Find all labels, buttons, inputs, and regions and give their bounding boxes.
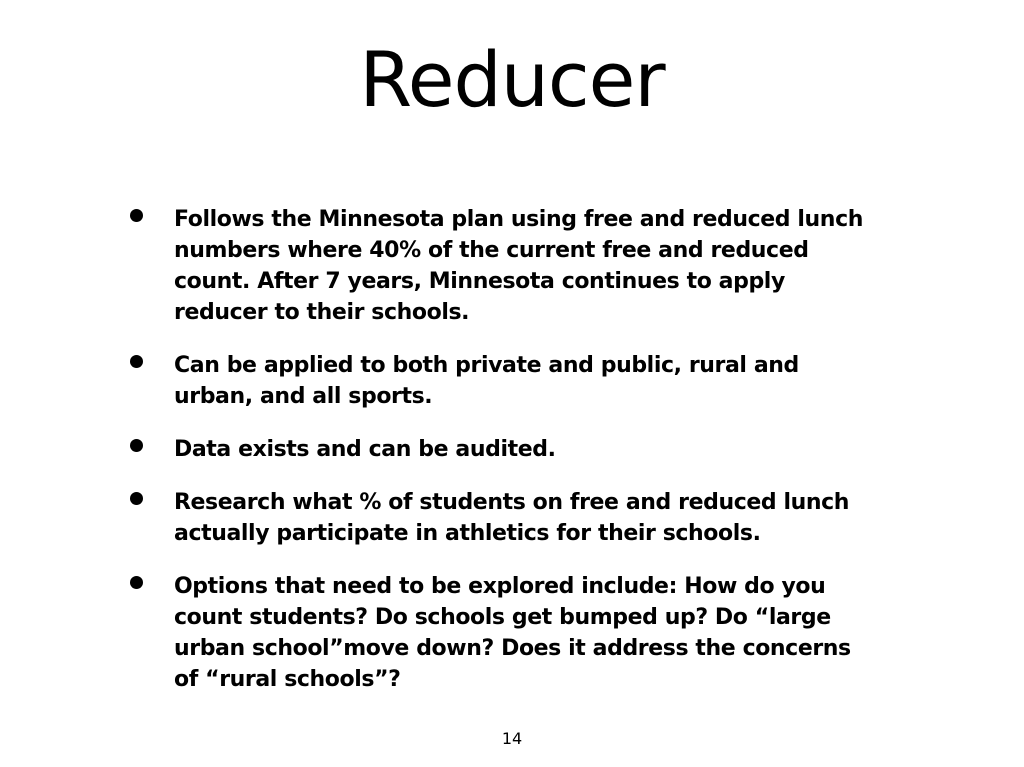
page-number: 14 xyxy=(501,729,523,748)
bullet-item xyxy=(120,487,920,549)
bullet-dot-icon xyxy=(130,576,143,589)
bullet-text: Options that need to be explored include: How do you count students? Do schools get bumped up? Do “large urban school”move down? Does it address the concerns of “rural schools”? xyxy=(174,574,851,692)
bullet-item xyxy=(120,434,920,465)
bullet-list xyxy=(120,204,920,717)
bullet-item xyxy=(120,204,920,328)
slide-title: Reducer xyxy=(359,35,665,124)
bullet-text: Can be applied to both private and public, rural and urban, and all sports. xyxy=(174,353,799,409)
bullet-dot-icon xyxy=(130,209,143,222)
bullet-text: Data exists and can be audited. xyxy=(174,437,556,462)
bullet-dot-icon xyxy=(130,492,143,505)
bullet-text: Research what % of students on free and reduced lunch actually participate in athletics for their schools. xyxy=(174,490,850,546)
bullet-dot-icon xyxy=(130,355,143,368)
bullet-dot-icon xyxy=(130,439,143,452)
bullet-item xyxy=(120,571,920,695)
bullet-text: Follows the Minnesota plan using free and reduced lunch numbers where 40% of the current free and reduced count. After 7 years, Minnesota continues to apply reducer to their schools. xyxy=(174,207,863,325)
bullet-item xyxy=(120,350,920,412)
